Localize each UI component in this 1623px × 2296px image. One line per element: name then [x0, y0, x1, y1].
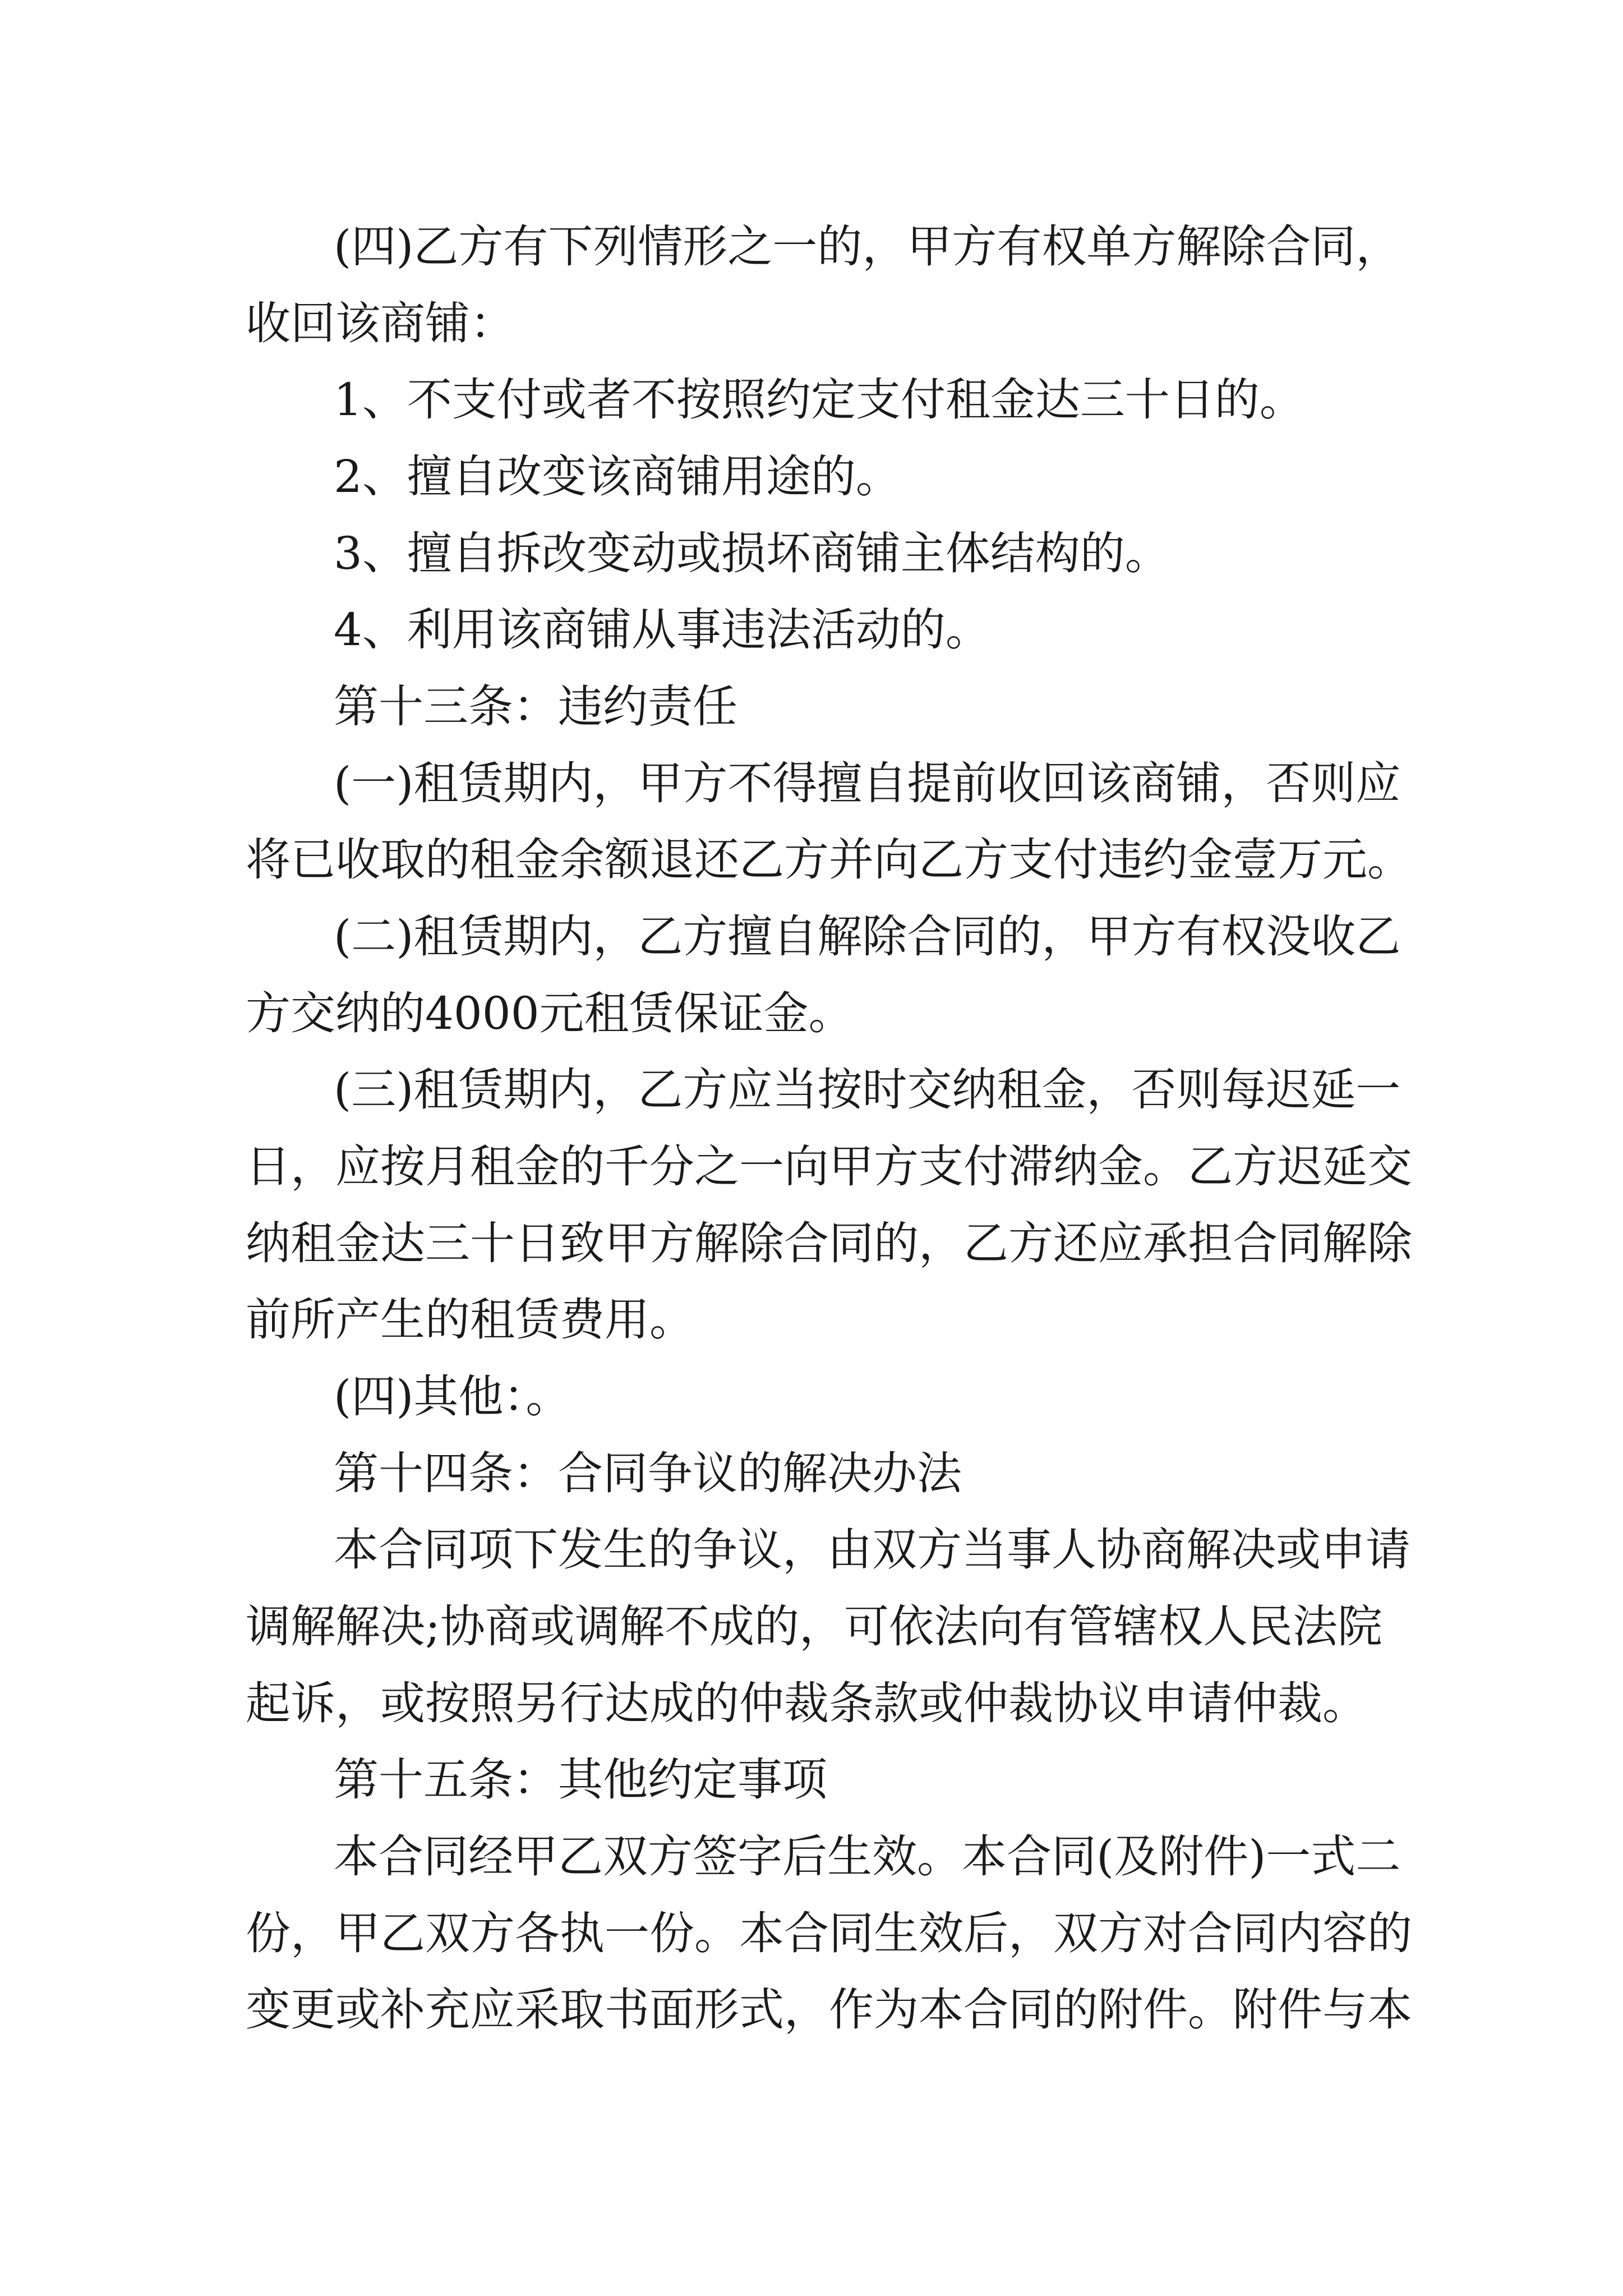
text-line: 调解解决;协商或调解不成的，可依法向有管辖权人民法院 [246, 1600, 1382, 1653]
text-line: 2、擅自改变该商铺用途的。 [334, 450, 901, 503]
text-line: (三)租赁期内，乙方应当按时交纳租金，否则每迟延一 [334, 1064, 1401, 1116]
text-line: 将已收取的租金余额退还乙方并向乙方支付违约金壹万元。 [246, 834, 1412, 886]
section-heading: 第十三条：违约责任 [334, 680, 737, 733]
text-line: 本合同经甲乙双方签字后生效。本合同(及附件)一式二 [334, 1830, 1401, 1883]
text-line: 4、利用该商铺从事违法活动的。 [334, 604, 990, 656]
text-line: 前所产生的租赁费用。 [246, 1294, 694, 1346]
text-line: 份，甲乙双方各执一份。本合同生效后，双方对合同内容的 [246, 1907, 1412, 1959]
text-line: 本合同项下发生的争议，由双方当事人协商解决或申请 [334, 1524, 1410, 1576]
text-line: 起诉，或按照另行达成的仲裁条款或仲裁协议申请仲裁。 [246, 1677, 1367, 1729]
text-line: (二)租赁期内，乙方擅自解除合同的，甲方有权没收乙 [334, 910, 1401, 963]
text-line: 变更或补充应采取书面形式，作为本合同的附件。附件与本 [246, 1984, 1412, 2036]
text-line: 日，应按月租金的千分之一向甲方支付滞纳金。乙方迟延交 [246, 1140, 1412, 1193]
text-line: (四)乙方有下列情形之一的，甲方有权单方解除合同， [334, 220, 1401, 273]
text-line: (四)其他：。 [334, 1370, 571, 1423]
section-heading: 第十四条：合同争议的解决办法 [334, 1447, 962, 1499]
text-line: 收回该商铺： [246, 297, 515, 349]
text-line: 1、不支付或者不按照约定支付租金达三十日的。 [334, 374, 1304, 426]
section-heading: 第十五条：其他约定事项 [334, 1754, 827, 1806]
text-line: 3、擅自拆改变动或损坏商铺主体结构的。 [334, 527, 1170, 579]
text-line: 纳租金达三十日致甲方解除合同的，乙方还应承担合同解除 [246, 1217, 1412, 1269]
text-line: 方交纳的4000元租赁保证金。 [246, 987, 854, 1039]
text-line: (一)租赁期内，甲方不得擅自提前收回该商铺，否则应 [334, 757, 1401, 809]
